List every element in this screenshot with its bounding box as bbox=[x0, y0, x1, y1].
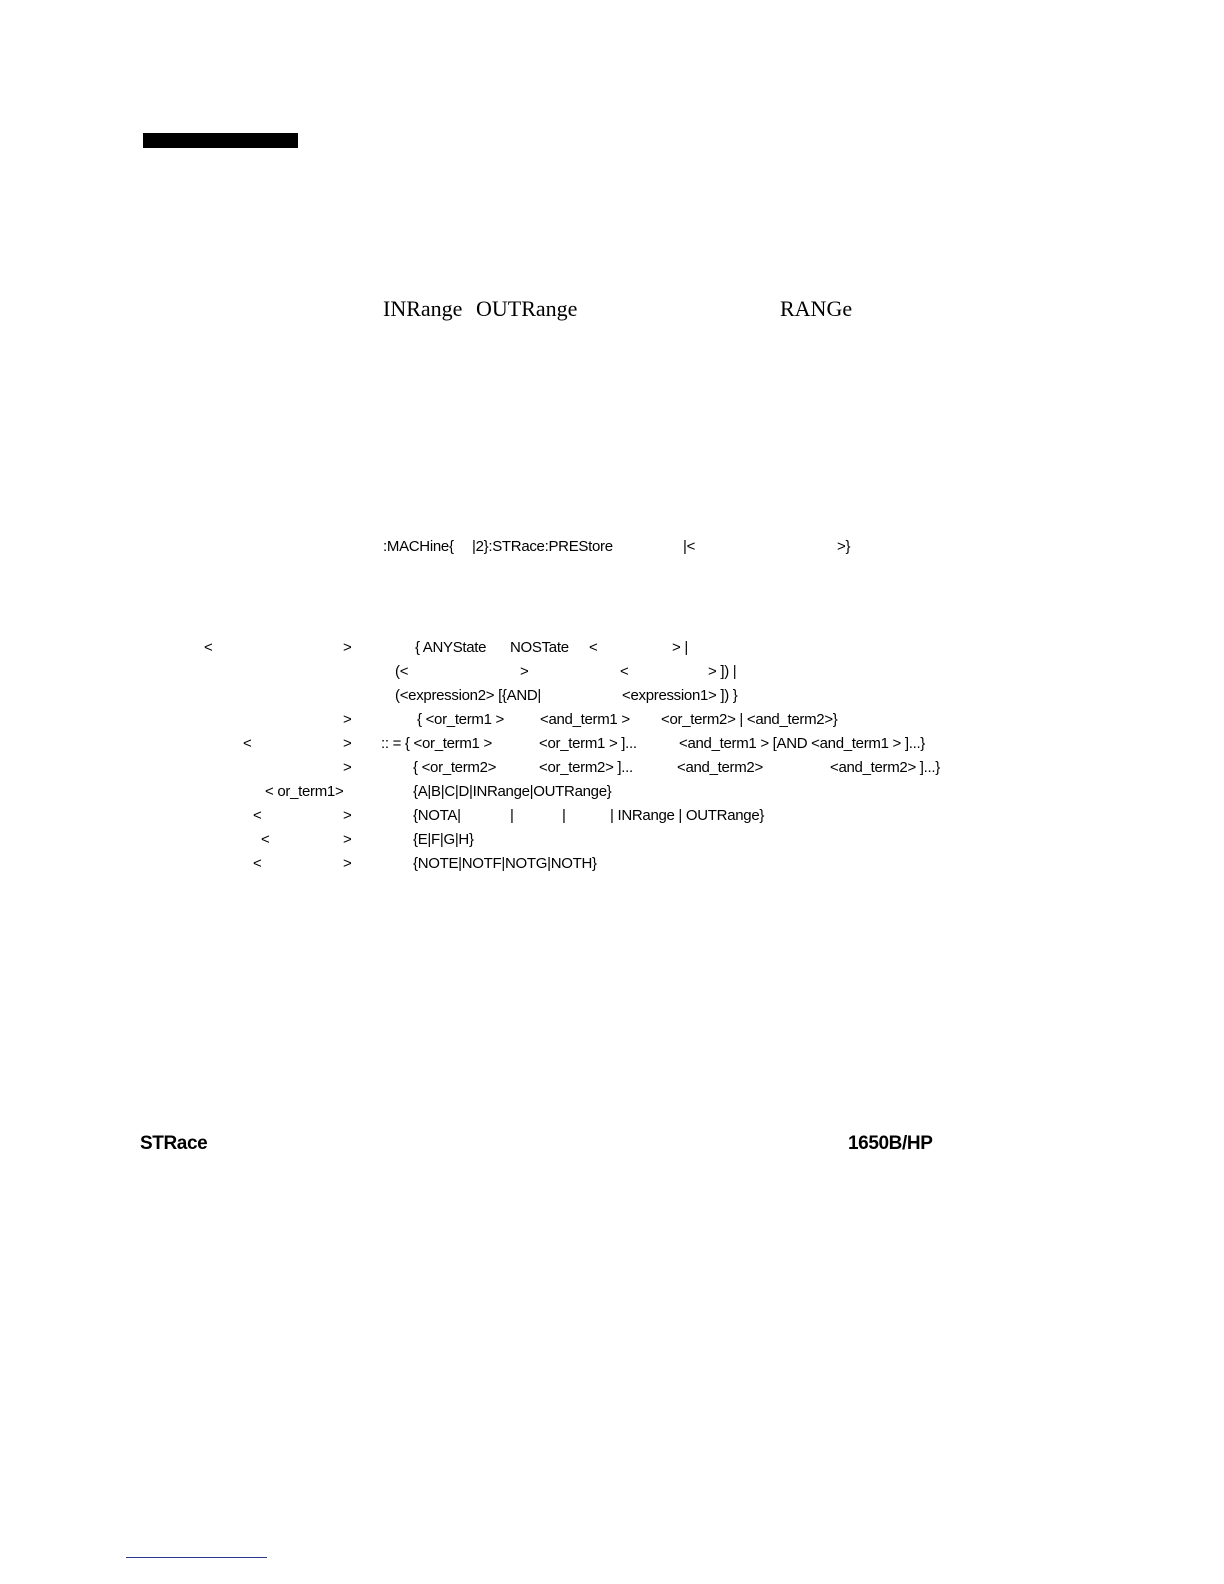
syntax-text: {NOTA| bbox=[413, 807, 461, 824]
syntax-text: < bbox=[589, 639, 598, 656]
syntax-gt: > bbox=[343, 831, 352, 848]
syntax-text: <and_term1 > [AND <and_term1 > ]...} bbox=[679, 735, 926, 752]
syntax-text: { ANYState bbox=[415, 639, 487, 656]
syntax-text: <or_term2> | <and_term2>} bbox=[661, 711, 838, 728]
syntax-text: > bbox=[520, 663, 529, 680]
syntax-text: <and_term1 > bbox=[540, 711, 630, 728]
syntax-label: < or_term1> bbox=[265, 783, 344, 800]
syntax-gt: > bbox=[343, 711, 352, 728]
syntax-text: | bbox=[562, 807, 566, 824]
syntax-text: {NOTE|NOTF|NOTG|NOTH} bbox=[413, 855, 597, 872]
command-bar-lt: |< bbox=[683, 538, 696, 555]
syntax-lt: < bbox=[204, 639, 213, 656]
syntax-text: | bbox=[510, 807, 514, 824]
syntax-text: :: = { <or_term1 > bbox=[381, 735, 492, 752]
syntax-lt: < bbox=[253, 855, 262, 872]
syntax-text: NOSTate bbox=[510, 639, 569, 656]
outrange-text: OUTRange bbox=[476, 296, 578, 321]
syntax-text: <or_term2> ]... bbox=[539, 759, 633, 776]
command-prefix: :MACHine{ bbox=[383, 538, 454, 555]
syntax-text: <and_term2> ]...} bbox=[830, 759, 940, 776]
syntax-gt: > bbox=[343, 639, 352, 656]
command-path: |2}:STRace:PREStore bbox=[472, 538, 613, 555]
syntax-lt: < bbox=[243, 735, 252, 752]
syntax-text: (<expression2> [{AND| bbox=[395, 687, 542, 704]
section-tab-bar bbox=[143, 133, 298, 148]
syntax-lt: < bbox=[253, 807, 262, 824]
syntax-lt: < bbox=[261, 831, 270, 848]
syntax-text: | INRange | OUTRange} bbox=[610, 807, 765, 824]
syntax-text: <or_term1 > ]... bbox=[539, 735, 637, 752]
syntax-text: <expression1> ]) } bbox=[622, 687, 738, 704]
syntax-text: (< bbox=[395, 663, 409, 680]
footer-section-name: STRace bbox=[140, 1133, 208, 1154]
syntax-text: { <or_term2> bbox=[413, 759, 497, 776]
range-text: RANGe bbox=[780, 296, 853, 321]
syntax-text: > | bbox=[672, 639, 688, 656]
syntax-text: > ]) | bbox=[708, 663, 737, 680]
syntax-gt: > bbox=[343, 807, 352, 824]
syntax-text: {A|B|C|D|INRange|OUTRange} bbox=[413, 783, 612, 800]
syntax-text: < bbox=[620, 663, 629, 680]
syntax-text: <and_term2> bbox=[677, 759, 763, 776]
syntax-gt: > bbox=[343, 759, 352, 776]
syntax-text: { <or_term1 > bbox=[417, 711, 504, 728]
syntax-text: {E|F|G|H} bbox=[413, 831, 474, 848]
syntax-gt: > bbox=[343, 735, 352, 752]
footer-model: 1650B/HP bbox=[848, 1133, 933, 1154]
syntax-gt: > bbox=[343, 855, 352, 872]
inrange-text: INRange bbox=[383, 296, 463, 321]
command-gt-brace: >} bbox=[837, 538, 851, 555]
footer-rule bbox=[126, 1557, 267, 1558]
